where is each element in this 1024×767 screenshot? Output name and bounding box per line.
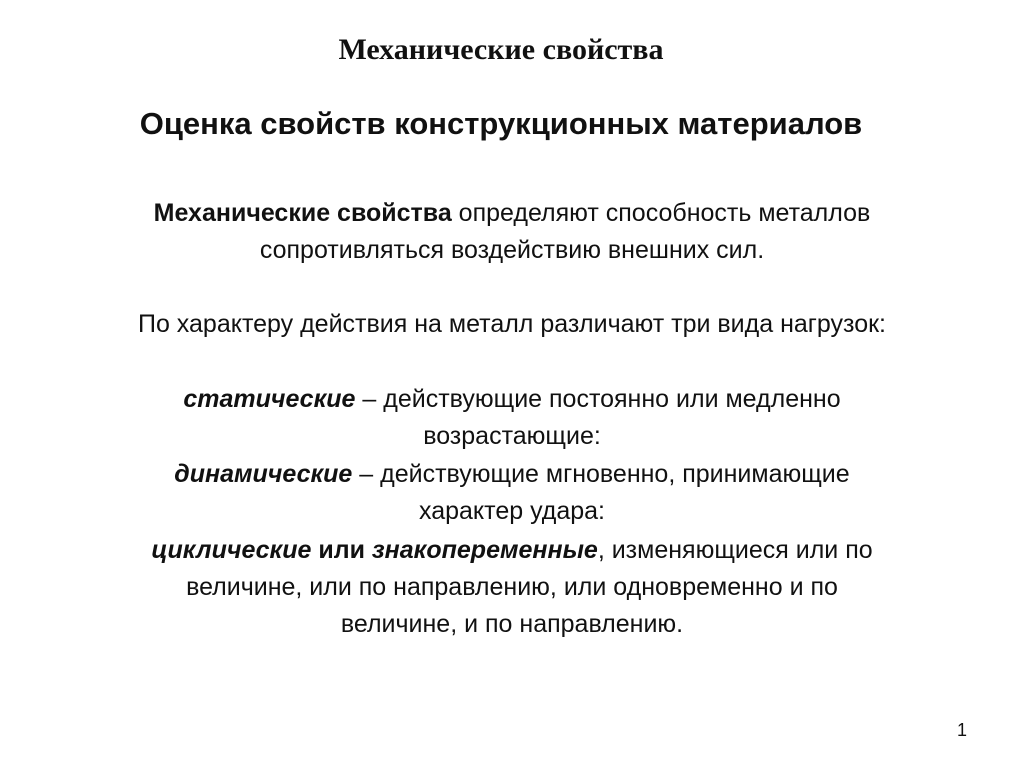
dynamic-line-2: характер удара: [419,497,605,525]
dynamic-term: динамические [174,460,353,488]
page-number: 1 [956,720,967,740]
load-types-intro: По характеру действия на металл различают три вида нагрузок: [137,310,886,338]
cyclic-line-3: величине, и по направлению. [340,610,684,638]
dynamic-load-item [0,456,1024,530]
cyclic-line-2: величине, или по направлению, или одновременно и по [186,573,838,601]
static-term: статические [183,385,356,413]
slide-heading: Оценка свойств конструкционных материалов [139,106,863,141]
intro-term: Механические свойства [153,199,452,227]
static-line-2: возрастающие: [423,422,601,450]
cyclic-load-item [0,532,1024,643]
dynamic-line-1 [0,456,1024,493]
static-load-item [0,381,1024,455]
cyclic-connector: или [311,536,372,564]
slide-title: Механические свойства [338,33,664,66]
static-line-1-rest: – действующие постоянно или медленно [355,385,841,413]
intro-paragraph [0,195,1024,269]
intro-line-1-rest: определяют способность металлов [451,199,871,227]
alternating-term: знакопеременные [371,536,598,564]
dynamic-line-1-rest: – действующие мгновенно, принимающие [352,460,850,488]
cyclic-term: циклические [151,536,312,564]
cyclic-line-1-rest: , изменяющиеся или по [597,536,873,564]
cyclic-line-1 [0,532,1024,569]
static-line-1 [0,381,1024,418]
intro-line-2: сопротивляться воздействию внешних сил. [259,236,765,264]
intro-line-1 [0,195,1024,232]
